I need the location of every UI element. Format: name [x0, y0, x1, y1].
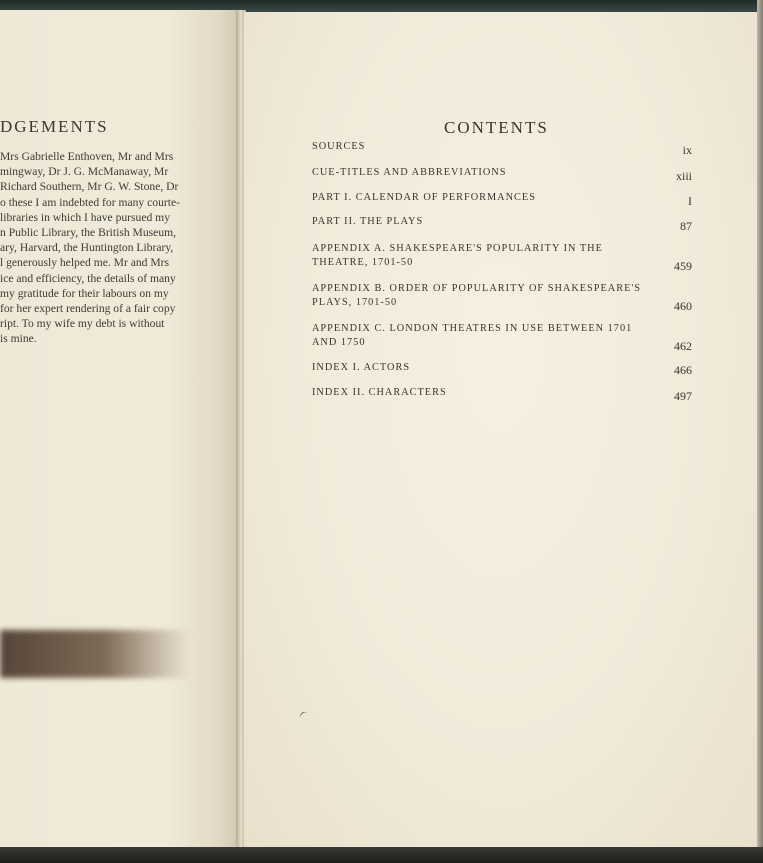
toc-entry-title: CUE-TITLES AND ABBREVIATIONS	[312, 167, 507, 178]
toc-entry-sources	[312, 140, 692, 157]
toc-entry-title: APPENDIX B. ORDER OF POPULARITY OF SHAKESPEARE'S PLAYS, 1701-50	[312, 283, 641, 308]
text-line: Richard Southern, Mr G. W. Stone, Dr	[0, 180, 179, 194]
contents-heading: CONTENTS	[444, 118, 549, 137]
toc-page-number: 459	[674, 259, 692, 273]
acknowledgements-heading: DGEMENTS	[0, 117, 109, 136]
text-line: for her expert rendering of a fair copy	[0, 302, 176, 316]
toc-entry-part-two	[312, 215, 692, 233]
toc-entry-title: INDEX II. CHARACTERS	[312, 387, 447, 398]
toc-page-number: I	[688, 194, 692, 208]
toc-entry-title: APPENDIX C. LONDON THEATRES IN USE BETWEEN 1701 AND 1750	[312, 323, 633, 348]
text-line: libraries in which I have pursued my	[0, 210, 170, 224]
right-page	[244, 12, 757, 850]
toc-page-number: ix	[682, 143, 692, 157]
toc-entry-appendix-a	[312, 242, 692, 273]
text-line: my gratitude for their labours on my	[0, 286, 169, 300]
text-line: ary, Harvard, the Huntington Library,	[0, 241, 174, 255]
toc-entry-cue-titles	[312, 166, 692, 183]
toc-entry-title: PART II. THE PLAYS	[312, 216, 424, 227]
left-page	[0, 10, 238, 850]
text-line: o these I am indebted for many courte-	[0, 195, 180, 209]
book-bottom-edge	[0, 847, 763, 863]
toc-entry-index-actors	[312, 361, 692, 375]
book-right-edge	[757, 0, 763, 863]
text-line: l generously helped me. Mr and Mrs	[0, 256, 170, 270]
toc-page-number: 460	[674, 299, 692, 313]
toc-entry-part-one	[312, 191, 692, 208]
text-line: ice and efficiency, the details of many	[0, 271, 176, 285]
toc-entry-appendix-b	[312, 282, 692, 313]
toc-page-number: xiii	[675, 169, 692, 183]
toc-page-number: 466	[674, 363, 692, 377]
toc-entry-title: INDEX I. ACTORS	[312, 362, 411, 373]
toc-page-number: 87	[680, 219, 692, 233]
text-line: mingway, Dr J. G. McManaway, Mr	[0, 165, 169, 179]
text-line: n Public Library, the British Museum,	[0, 226, 177, 240]
toc-page-number: 497	[674, 389, 692, 403]
toc-entry-index-characters	[312, 386, 692, 403]
toc-entry-title: APPENDIX A. SHAKESPEARE'S POPULARITY IN THE THEATRE, 1701-50	[312, 243, 603, 268]
text-line: Mrs Gabrielle Enthoven, Mr and Mrs	[0, 150, 174, 163]
toc-page-number: 462	[674, 339, 692, 353]
page-stain	[0, 630, 190, 678]
toc-entry-title: PART I. CALENDAR OF PERFORMANCES	[312, 192, 536, 203]
pencil-mark	[299, 710, 310, 720]
text-line: is mine.	[0, 332, 37, 346]
toc-entry-appendix-c	[312, 322, 692, 353]
text-line: ript. To my wife my debt is without	[0, 317, 165, 331]
toc-entry-title: SOURCES	[312, 141, 366, 152]
acknowledgements-text	[0, 149, 236, 347]
